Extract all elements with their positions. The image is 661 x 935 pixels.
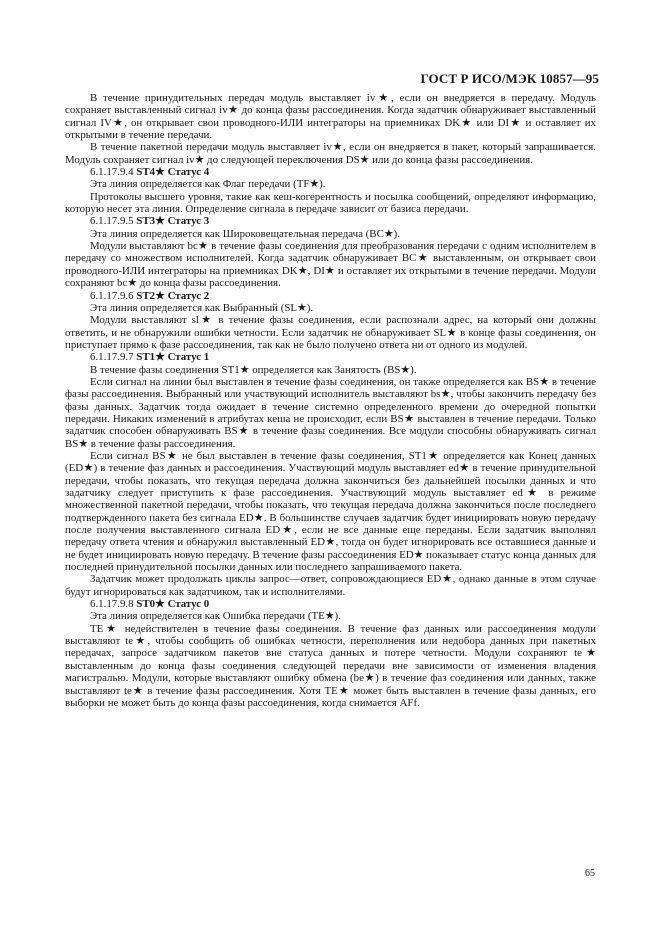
paragraph: Задатчик может продолжать циклы запрос—ответ, сопровождающиеся ED★, однако данные в этом случае будут игнорироваться как задатчиком, так и исполнителями.: [65, 573, 596, 598]
section-number: 6.1.17.9.7: [90, 351, 134, 364]
section-title: Статус 4: [167, 166, 210, 179]
paragraph: В течение принудительных передач модуль выставляет iv★, если он внедряется в передачу. Модуль сохраняет выставленный сигнал iv★ до конца фазы рассоединения. Когда задатчик обнаруживает выставленный сигнал IV★, он открывает свои проводного-ИЛИ интеграторы на приемниках DK★ или DI★ и оставляет их открытыми в течение передачи.: [65, 92, 596, 142]
paragraph: Протоколы высшего уровня, такие как кеш-когерентность и посылка сообщений, определяют информацию, которую несет эта линия. Определение сигнала в передаче зависит от базиса передачи.: [65, 190, 596, 216]
paragraph: Модули выставляют bc★ в течение фазы соединения для преобразования передачи с одним исполнителем в передачу со множеством исполнителей. Когда задатчик обнаруживает BC★ выставленным, он открывает свои проводного-ИЛИ интеграторы на приемниках DK★, DI★ и оставляет их открытыми в течение передачи. Модули сохраняют bc★ до конца фазы рассоединения.: [65, 240, 596, 290]
section-heading: [65, 166, 596, 178]
paragraph: Если сигнал на линии был выставлен в течение фазы соединения, он также определяется как BS★ в течение фазы рассоединения. Выбранный или участвующий исполнитель выставляют bs★, чтобы закончить передачу без фазы данных. Задатчик тогда ожидает в течение системно определенного времени до очередной попытки передачи. Никаких изменений в атрибутах кеша не происходит, если BS★ выставлен в течение передачи. Только задатчик способен обнаруживать BS★ в течение фазы соединения. Все модули способны обнаруживать сигнал BS★ в течение фазы рассоединения.: [65, 375, 596, 450]
paragraph: В течение фазы соединения ST1★ определяется как Занятость (BS★).: [90, 363, 417, 376]
section-heading: [65, 290, 596, 302]
document-body: [65, 92, 596, 709]
section-heading: [65, 215, 596, 227]
section-number: 6.1.17.9.6: [90, 289, 134, 302]
section-heading: [65, 598, 596, 610]
signal-name: ST3★: [136, 215, 165, 228]
paragraph: TE★ недействителен в течение фазы соединения. В течение фаз данных или рассоединения модули выставляют te★, чтобы сообщить об ошибках четности, переполнения или недобора данных при пакетных передачах, запросе задатчиком пакетов вне статуса данных и потере четности. Модули сохраняют te★ выставленным до конца фазы соединения следующей передачи вне зависимости от изменения владения магистралью. Модули, которые выставляют ошибку обмена (be★) в течение фаз соединения или данных, также выставляют te★ в течение фазы рассоединения. Хотя TE★ может быть выставлен в течение фазы данных, его выборки не может быть до конца фазы рассоединения, когда снимается AFf.: [65, 622, 596, 709]
section-number: 6.1.17.9.4: [90, 166, 134, 179]
section-title: Статус 0: [167, 598, 210, 611]
section-title: Статус 1: [167, 351, 210, 364]
section-number: 6.1.17.9.8: [90, 598, 134, 611]
signal-name: ST2★: [136, 289, 165, 302]
section-heading: [65, 351, 596, 363]
paragraph: Если сигнал BS★ не был выставлен в течение фазы соединения, ST1★ определяется как Конец данных (ED★) в течение фаз данных и рассоединения. Участвующий модуль выставляет ed★ в течение принудительной передачи, чтобы показать, что текущая передача должна закончиться без дальнейшей посылки данных и что задатчику следует приступить к фазе рассоединения. Участвующий модуль выставляет ed★ в режиме множественной пакетной передачи, чтобы показать, что текущая передача должна закончиться после последнего подтвержденного пакета без сигнала ED★. В большинстве случаев задатчик будет инициировать новую передачу после получения выставленного сигнала ED★, если не все данные еще переданы. Если задатчик выполнял передачу ответа чтения и обнаружил выставленный ED★, тогда он будет игнорировать все оставшиеся данные и не будет инициировать новую передачу. В течение фазы рассоединения ED★ показывает статус конца данных для последней принудительной посылки данных или последнего запрашиваемого пакета.: [65, 449, 596, 574]
page-number: 65: [585, 868, 595, 879]
signal-name: ST0★: [136, 598, 165, 611]
paragraph: Эта линия определяется как Широковещательная передача (BC★).: [90, 227, 400, 240]
paragraph: Эта линия определяется как Выбранный (SL★).: [90, 301, 314, 314]
signal-name: ST4★: [136, 166, 165, 179]
section-title: Статус 3: [167, 215, 210, 228]
standard-header: ГОСТ Р ИСО/МЭК 10857—95: [420, 71, 599, 86]
section-number: 6.1.17.9.5: [90, 215, 134, 228]
paragraph: Модули выставляют sl★ в течение фазы соединения, если распознали адрес, на который они должны ответить, и не обнаружили ошибки четности. Если задатчик не обнаруживает SL★ в конце фазы соединения, он приступает прямо к фазе рассоединения, так как не было получено ответа ни от одного из модулей.: [65, 314, 596, 351]
signal-name: ST1★: [136, 351, 165, 364]
paragraph: Эта линия определяется как Ошибка передачи (TE★).: [90, 610, 341, 623]
section-title: Статус 2: [167, 289, 210, 302]
paragraph: Эта линия определяется как Флаг передачи (TF★).: [90, 178, 326, 191]
paragraph: В течение пакетной передачи модуль выставляет iv★, если он внедряется в пакет, который запрашивается. Модуль сохраняет сигнал iv★ до следующей переключения DS★ или до конца фазы рассоединения.: [65, 141, 596, 166]
